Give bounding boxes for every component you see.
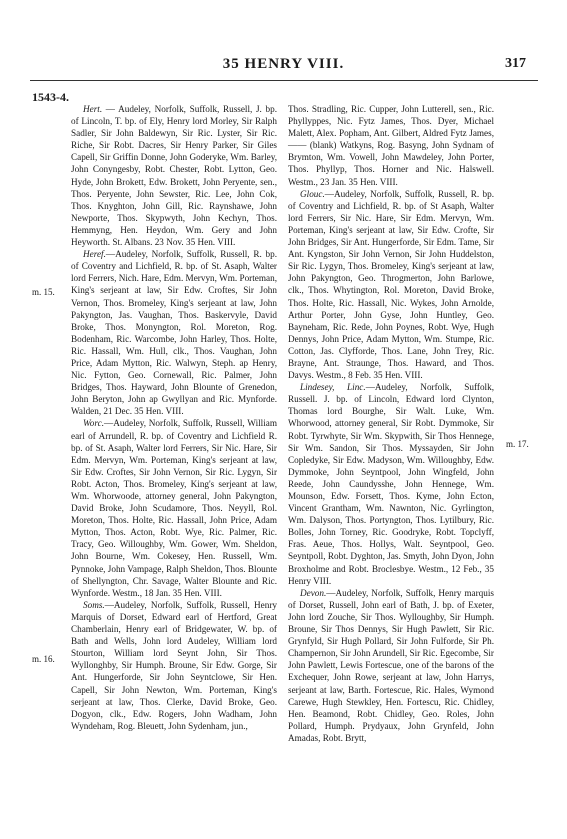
entry-paragraph	[71, 417, 277, 598]
entry-paragraph	[288, 587, 494, 744]
entry-paragraph	[288, 381, 494, 587]
entry-paragraph	[71, 248, 277, 417]
entry-text: —Audeley, Norfolk, Suffolk, Russell, Henry Marquis of Dorset, Edward earl of Hertford, Great Chamberlain, Henry earl of Bridgewater, W. bp. of Bath and Wells, John lord Audeley, William lord Stourton, William lord Seynt John, Sir Thos. Wyllonghby, Sir Humph. Broune, Sir Edw. Gorge, Sir Ant. Hungerforde, Sir John Seyntclowe, Sir Hen. Capell, Sir John Newton, Wm. Porteman, King's serjeant at law, Thos. Clerke, David Broke, Geo. Dogyon, clk., Edw. Rogers, John Wadham, John Wyndeham, Rog. Bleuett, John Sydenham, jun.,	[71, 599, 277, 731]
running-title: 35 HENRY VIII.	[222, 56, 345, 72]
entry-text: —Audeley, Norfolk, Suffolk, Russell, R. bp. of Coventry and Lichfield, R. bp. of St Asaph, Walter lord Ferrers, Sir Nic. Hare, Sir Edm. Mervyn, Wm. Porteman, King's serjeant at law, Sir Edw. Crofte, Sir John Bridges, Sir Ant. Hungerforde, Sir Edm. Tame, Sir Ant. Kyngston, Sir John Vernon, Sir John Huddelston, Sir Ric. Lygyn, Thos. Bromeley, King's serjeant at law, John Pakyngton, Geo. Throgmerton, John Barlowe, clk., Thos. Whytington, Rol. Moreton, David Broke, Thos. Holte, Ric. Hassall, Nic. Wykes, John Arnolde, Arthur Porter, John Gyse, John Huntley, Geo. Bayneham, Ric. Rede, John Poynes, Robt. Wye, Hugh Dennys, John Price, Adam Mytton, Wm. Stumpe, Ric. Cotton, Jas. Clyfforde, Thos. Lane, John Trey, Ric. Brayne, Ant. Straunge, Thos. Haward, and Thos. Davys. Westm., 8 Feb. 35 Hen. VIII.	[288, 188, 494, 381]
entry-text: Thos. Stradling, Ric. Cupper, John Lutterell, sen., Ric. Phyllyppes, Nic. Fytz James, Thos. Dyer, Michael Malett, Alex. Popham, Ant. Gilbert, Aldred Fytz James, —— (blank) Watkyns, Rog. Basyng, John Sydnam of Brymton, Wm. Vowell, John Mawdeley, John Porter, Thos. Phyllyp, Thos. Horner and Nic. Halswell. Westm., 23 Jan. 35 Hen. VIII.	[288, 104, 494, 187]
entry-paragraph	[71, 599, 277, 732]
entry-place: Soms.	[83, 599, 105, 610]
page-number: 317	[505, 56, 526, 71]
right-column	[288, 103, 494, 744]
entry-text: —Audeley, Norfolk, Suffolk, Henry marquis of Dorset, Russell, John earl of Bath, J. bp. of Exeter, John lord Zouche, Sir Thos. Wylloughby, Sir Humph. Broune, Sir Thos Dennys, Sir Hugh Pawlett, Sir Ric. Grynfyld, Sir Hugh Pollard, Sir John Fulforde, Sir Ph. Champernon, Sir John Arundell, Sir Ric. Egecombe, Sir John Pawlett, Lewis Fortescue, one of the barons of the Exchequer, John Rowe, serjeant at law, John Harrys, serjeant at law, Barth. Fortescue, Ric. Hales, Wymond Carewe, Hugh Stewkley, Hen. Fortescu, Ric. Chidley, Hen. Beamond, Robt. Chidley, Geo. Roles, John Pollard, Humph. Prydyaux, John Grynfeld, John Amadas, Robt. Brytt,	[288, 587, 494, 743]
entry-place: Worc.	[83, 418, 105, 429]
left-column	[71, 103, 277, 732]
entry-text: —Audeley, Norfolk, Suffolk, Russell, William earl of Arrundell, R. bp. of Coventry and Lichfield R. bp. of St. Asaph, Walter lord Ferrers, Sir Nic. Hare, Sir Edm. Mervyn, Wm. Porteman, King's serjeant at law, Sir Edw. Croftes, Sir John Vernon, Sir Ric. Lygyn, Sir Robt. Acton, Thos. Bromeley, King's serjeant at law, Wm. Whorwoode, attorney general, John Pakyngton, David Broke, John Scudamore, Thos. Neyyll, Rol. Moreton, Thos. Holte, Ric. Hassall, John Price, Adam Mytton, Thos. Acton, Robt. Wye, Ric. Palmer, Ric. Tracy, Geo. Willoughby, Wm. Gower, Wm. Sheldon, John Bourne, Wm. Cokesey, Hen. Russell, Wm. Pynnoke, John Vampage, Ralph Sheldon, Thos. Blounte of Shellyngton, Chr. Savage, Walter Blounte and Ric. Wynforde. Westm., 18 Jan. 35 Hen. VIII.	[71, 418, 277, 598]
header-rule	[30, 80, 538, 81]
entry-paragraph	[288, 103, 494, 188]
entry-place: Heref.	[83, 249, 106, 260]
margin-note-m15: m. 15.	[32, 287, 55, 297]
entry-text: — Audeley, Norfolk, Suffolk, Russell, J. bp. of Lincoln, T. bp. of Ely, Henry lord Morley, Sir Ralph Sadler, Sir John Baldewyn, Sir Ric. Lyster, Sir Ric. Riche, Sir Robt. Dacres, Sir Henry Parker, Sir Giles Capell, Sir Griffin Donne, John Goderyke, Wm. Barley, John Conyngesby, Robt. Chester, Robt. Lytton, Geo. Hyde, John Brokett, Edw. Brokett, John Peryente, sen., Thos. Peryente, John Sewster, Ric. Lee, John Cok, Thos. Knyghton, John Gill, Ric. Raynshawe, John Newporte, Thos. Skypwyth, John Kechyn, Thos. Hemmyng, Hen. Heydon, Wm. Gery and John Heyworth. St. Albans. 23 Nov. 35 Hen. VIII.	[71, 104, 277, 248]
entry-paragraph	[71, 103, 277, 248]
entry-place: Hert.	[83, 104, 103, 114]
year-heading: 1543-4.	[32, 90, 69, 104]
entry-text: —Audeley, Norfolk, Suffolk, Russell, R. bp. of Coventry and Lichfield, R. bp. of St. Asaph, Walter lord Ferrers, Nich. Hare, Edm. Mervyn, Wm. Porteman, King's serjeant at law, Sir Edw. Croftes, Sir John Vernon, Thos. Bromeley, King's serjeant at law, John Pakyngton, Jas. Vaughan, Thos. Baskervyle, David Broke, Thos. Monyngton, Rol. Moreton, Rog. Bodenham, Ric. Warcombe, John Harley, Thos. Holte, Ric. Hassall, Wm. Hull, clk., Thos. Vaughan, John Price, Adam Mytton, Ric. Walwyn, Steph. ap Henry, Nic. Fytton, Geo. Cornewall, Ric. Palmer, John Bridges, Thos. Hayward, John Blounte of Grenedon, John Beryton, John ap Gwyllyan and Ric. Mynforde. Walden, 21 Dec. 35 Hen. VIII.	[71, 249, 277, 417]
entry-paragraph	[288, 188, 494, 382]
margin-note-m16: m. 16.	[32, 654, 55, 664]
entry-place: Lindesey, Linc.	[300, 382, 366, 393]
entry-place: Glouc.	[300, 188, 325, 199]
margin-note-m17: m. 17.	[506, 439, 529, 449]
entry-text: —Audeley, Norfolk, Suffolk, Russell. J. bp. of Lincoln, Edward lord Clynton, Thomas lord Bourghe, Sir Walt. Luke, Wm. Whorwood, attorney general, Sir Robt. Dymmoke, Sir Robt. Tyrwhyte, Sir Wm. Skypwith, Sir Thos Hennege, Sir Wm. Sandon, Sir Thos. Myssayden, Sir John Copledyke, Sir Edw. Madyson, Wm. Willoughby, Edw. Dymmoke, John Seyntpool, John Wingfeld, John Reede, John Caundysshe, John Hennege, Wm. Mounson, Edw. Forsett, Thos. Kyme, John Ecton, Vincent Grantham, Wm. Nawnton, Nic. Gyrlington, Wm. Dalyson, Thos. Portyngton, Thos. Lytilbury, Ric. Bolles, John Torney, Ric. Goodryke, Robt. Topclyff, Fras. Aeue, Thos. Hollys, Walt. Seyntpool, Geo. Seyntpoll, Robt. Dyghton, Jas. Smyth, John Dyon, John Broxholme and Robt. Broclesbye. Westm., 12 Feb., 35 Henry VIII.	[288, 382, 494, 586]
entry-place: Devon.	[300, 587, 327, 598]
